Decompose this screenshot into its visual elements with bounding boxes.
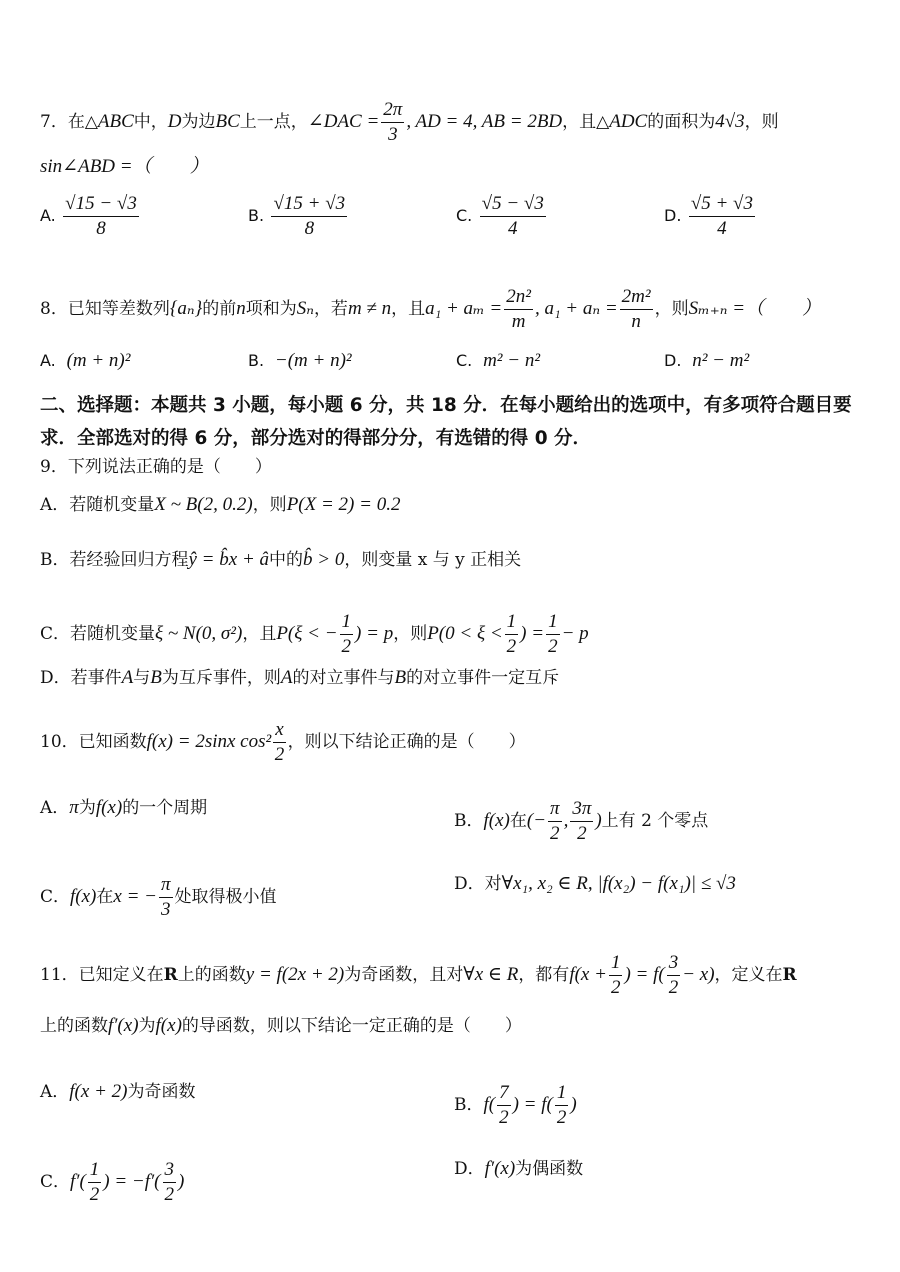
q8-option-text: −(m + n)² (274, 350, 352, 371)
q11-frac-num: 3 (163, 1158, 177, 1183)
question-9-stem: 9．下列说法正确的是（ ） (40, 457, 272, 477)
q10-option-d[interactable] (454, 873, 736, 895)
q11-three-half (163, 1158, 177, 1207)
q7-option-letter: B. (248, 206, 265, 225)
q7-option-b[interactable] (248, 192, 349, 241)
q7-option-num: √5 + √3 (689, 192, 755, 217)
q11-text: ，定义在 (714, 965, 783, 985)
q10-option-b[interactable] (454, 797, 708, 846)
q9-half-num: 1 (340, 610, 354, 635)
q7-option-letter: D. (664, 206, 682, 225)
section-2-heading: 二、选择题：本题共 3 小题，每小题 6 分，共 18 分．在每小题给出的选项中，有多项符合题目要求．全部选对的得 6 分，部分选对的得部分分，有选错的得 0 分． (40, 395, 852, 449)
q7-option-den: 8 (96, 218, 106, 239)
q11-frac-den: 2 (499, 1107, 509, 1128)
q9-half-fraction (340, 610, 354, 659)
q9-c-math: P(ξ < − (276, 623, 338, 644)
q11-text: 为奇函数，且对 (344, 965, 464, 985)
q11-text: 的导函数，则以下结论一定正确的是（ ） (181, 1016, 522, 1036)
q11-seven-half (497, 1081, 511, 1130)
q8-option-text: (m + n)² (66, 350, 131, 371)
q7-option-d[interactable] (664, 192, 757, 241)
q7-frac-num: 2π (381, 98, 404, 123)
q7-angle: ∠DAC = (307, 111, 380, 132)
q8-eq1-num: 2n² (504, 285, 533, 310)
q10-c-text: 处取得极小值 (174, 887, 277, 907)
q10-frac-den: 2 (577, 823, 587, 844)
q11-option-a[interactable] (40, 1081, 195, 1103)
q11-frac-den: 2 (556, 1107, 567, 1128)
q10-frac-den: 3 (160, 899, 171, 920)
q8-option-d[interactable] (664, 350, 749, 372)
q11-d-text: D． (454, 1159, 485, 1179)
q8-n: n (236, 298, 246, 319)
q9-option-c[interactable] (40, 610, 589, 659)
q7-option-fraction (480, 192, 546, 241)
q11-option-c[interactable] (40, 1158, 184, 1207)
q9-c-math: ) = p (355, 623, 394, 644)
q9-d-text: D．若事件 (40, 668, 122, 688)
q8-option-letter: A. (40, 351, 56, 370)
q11-frac-num: 7 (497, 1081, 511, 1106)
q11-c-math: ) (178, 1171, 185, 1192)
q11-forall: ∀x ∈ R (463, 964, 519, 985)
q10-a-math: π (69, 797, 79, 818)
q8-text: 的前 (202, 299, 237, 319)
q10-function: f(x) = 2sinx cos² (146, 731, 272, 752)
q8-option-text: n² − m² (692, 350, 750, 371)
q7-fraction (381, 98, 404, 147)
q11-b-text: B． (454, 1095, 484, 1115)
q8-eq1-den: m (511, 311, 526, 332)
q7-frac-den: 3 (388, 124, 398, 145)
q11-frac-num: 1 (609, 951, 623, 976)
q10-pi-third (159, 873, 173, 922)
question-11-stem (40, 951, 797, 1000)
q11-frac-den: 2 (89, 1184, 100, 1205)
q7-option-letter: C. (456, 206, 473, 225)
q11-c-math: ) = −f′( (103, 1171, 161, 1192)
q9-half-num: 1 (505, 610, 519, 635)
q10-text: 10．已知函数 (40, 732, 147, 752)
q7-text: ，则 (744, 112, 779, 132)
q9-half-den: 2 (548, 636, 558, 657)
q11-c-text: C． (40, 1172, 71, 1192)
q7-text: 的面积为 (647, 112, 716, 132)
q11-math: − x) (682, 964, 715, 985)
q10-c-math: x = − (113, 886, 157, 907)
q7-area: 4√3 (715, 111, 745, 132)
q10-a-text: 的一个周期 (122, 798, 208, 818)
q11-half (88, 1158, 102, 1207)
q7-text: 为边 (181, 112, 216, 132)
q9-d-math: A (121, 667, 134, 688)
q11-frac-den: 2 (668, 977, 679, 998)
q11-text: 上的函数 (177, 965, 246, 985)
q8-eq2-lhs: , a₁ + aₙ = (534, 298, 618, 319)
q11-half (609, 951, 623, 1000)
q7-option-den: 4 (717, 218, 727, 239)
q11-math: f(x) (155, 1015, 182, 1036)
q10-c-text: C． (40, 887, 71, 907)
q11-d-text: 为偶函数 (515, 1159, 584, 1179)
q11-text: 上的函数 (40, 1016, 108, 1036)
q10-text: ，则以下结论正确的是（ ） (287, 732, 526, 752)
q9-d-math: B (150, 667, 162, 688)
q10-a-math: f(x) (95, 797, 123, 818)
q7-option-fraction (689, 192, 755, 241)
q8-option-letter: B. (248, 351, 265, 370)
q7-option-num: √15 − √3 (63, 192, 139, 217)
q10-pi-half (548, 797, 562, 846)
q7-option-fraction (271, 192, 347, 241)
q8-option-letter: D. (664, 351, 682, 370)
q11-real-set: R (163, 965, 178, 985)
q7-text: 中， (133, 112, 168, 132)
q10-b-math: (− (526, 810, 547, 831)
q10-d-text: D．对 (454, 874, 502, 894)
q9-c-math: ) = (520, 623, 545, 644)
q10-option-a[interactable] (40, 797, 207, 819)
q9-b-text: 中的 (269, 550, 304, 570)
q10-option-c[interactable] (40, 873, 277, 922)
q11-stem-line2 (40, 1015, 522, 1037)
q10-frac-num: 3π (570, 797, 593, 822)
q11-frac-den: 2 (164, 1184, 175, 1205)
q9-c-math: P(0 < ξ < (427, 623, 503, 644)
q11-text: 11．已知定义在 (40, 965, 164, 985)
q8-option-text: m² − n² (483, 350, 541, 371)
q7-text: ，且△ (562, 112, 610, 132)
q8-sequence: {aₙ} (169, 298, 203, 319)
question-8-stem (40, 285, 821, 334)
q9-c-math: − p (561, 623, 589, 644)
q7-option-num: √15 + √3 (271, 192, 347, 217)
q8-eq1-fraction (504, 285, 533, 334)
q9-c-math: ξ ~ N(0, σ²) (155, 623, 243, 644)
q11-b-math: ) = f( (512, 1094, 553, 1115)
q7-option-den: 8 (304, 218, 315, 239)
q11-three-half (667, 951, 681, 1000)
q10-a-text: A． (40, 798, 70, 818)
q11-option-b[interactable] (454, 1081, 577, 1130)
q11-option-d[interactable] (454, 1158, 583, 1180)
q9-option-a[interactable] (40, 494, 400, 516)
q9-b-text: ，则变量 x 与 y 正相关 (344, 550, 522, 570)
q11-math: f′(x) (108, 1015, 139, 1036)
q7-text: 上一点， (239, 112, 308, 132)
q8-text: 8．已知等差数列 (40, 299, 170, 319)
q8-target: Sₘ₊ₙ =（ ） (688, 298, 822, 319)
q9-half-num: 1 (546, 610, 560, 635)
q7-option-num: √5 − √3 (480, 192, 546, 217)
q9-a-text: ，则 (252, 495, 287, 515)
q7-question-line: sin∠ABD =（ ） (40, 156, 209, 177)
q9-half-fraction (546, 610, 560, 659)
q9-c-text: ，则 (393, 624, 428, 644)
q9-c-text: C．若随机变量 (40, 624, 156, 644)
q11-b-math: f( (483, 1094, 496, 1115)
q7-prefix: 7．在△ (40, 112, 98, 132)
q11-half (555, 1081, 569, 1130)
q10-d-math: ∀x₁, x₂ ∈ R, |f(x₂) − f(x₁)| ≤ √3 (501, 873, 736, 894)
q8-sn: Sₙ (296, 298, 314, 319)
q11-frac-den: 2 (610, 977, 621, 998)
q9-option-b[interactable] (40, 549, 521, 571)
q8-option-letter: C. (456, 351, 473, 370)
question-7-stem (40, 98, 779, 147)
q10-frac-num: π (548, 797, 562, 822)
q7-option-den: 4 (508, 218, 518, 239)
q11-frac-num: 1 (88, 1158, 102, 1183)
q9-c-text: ，且 (242, 624, 277, 644)
q9-b-math: b̂ > 0 (303, 549, 345, 570)
q10-b-math: , (563, 810, 569, 831)
q10-frac-num: x (273, 718, 285, 743)
q10-frac-den: 2 (550, 823, 560, 844)
q9-b-math: ŷ = b̂x + â (188, 549, 270, 570)
q11-a-math: f(x + 2) (69, 1081, 128, 1102)
q11-b-math: ) (570, 1094, 577, 1115)
q9-d-math: B (394, 667, 407, 688)
q11-a-text: A． (40, 1082, 70, 1102)
q7-point-d: D (167, 111, 182, 132)
q7-triangle-adc: ADC (609, 111, 648, 132)
q9-d-text: 为互斥事件，则 (161, 668, 281, 688)
q8-option-c[interactable] (456, 350, 540, 372)
q10-b-math: f(x) (483, 810, 510, 831)
q11-d-math: f′(x) (484, 1158, 516, 1179)
q8-eq1-lhs: a₁ + aₘ = (425, 298, 503, 319)
q9-half-den: 2 (506, 636, 517, 657)
q11-frac-num: 1 (555, 1081, 569, 1106)
q8-text: ，则 (654, 299, 689, 319)
q9-a-math: P(X = 2) = 0.2 (286, 494, 401, 515)
q7-option-a[interactable] (40, 192, 141, 241)
q10-c-text: 在 (96, 887, 114, 907)
q11-real-set: R (782, 965, 797, 985)
question-10-stem (40, 718, 526, 767)
q9-option-d[interactable] (40, 667, 559, 689)
q11-text: ，都有 (518, 965, 570, 985)
q11-function: y = f(2x + 2) (245, 964, 345, 985)
q9-d-math: A (280, 667, 293, 688)
q9-b-text: B．若经验回归方程 (40, 550, 189, 570)
q8-text: 项和为 (245, 299, 297, 319)
q9-a-text: A．若随机变量 (40, 495, 155, 515)
q7-option-fraction (63, 192, 139, 241)
q10-b-text: 在 (509, 811, 527, 831)
q8-m-neq-n: m ≠ n (347, 298, 392, 319)
q10-c-math: f(x) (70, 886, 97, 907)
q8-eq2-num: 2m² (620, 285, 653, 310)
q7-conditions: , AD = 4, AB = 2BD (406, 111, 563, 132)
q9-d-text: 的对立事件一定互斥 (406, 668, 560, 688)
q8-text: ，若 (313, 299, 348, 319)
q10-fraction (273, 718, 285, 767)
q10-b-text: B． (454, 811, 484, 831)
q8-eq2-den: n (631, 311, 641, 332)
q7-option-c[interactable] (456, 192, 548, 241)
q8-text: ，且 (391, 299, 426, 319)
q11-c-math: f′( (70, 1171, 86, 1192)
q8-eq2-fraction (620, 285, 653, 334)
q7-option-letter: A. (40, 206, 56, 225)
q10-frac-den: 2 (274, 744, 285, 765)
q11-a-text: 为奇函数 (127, 1082, 196, 1102)
q9-d-text: 与 (133, 668, 151, 688)
q11-math: ) = f( (624, 964, 665, 985)
q8-option-a[interactable] (40, 350, 130, 372)
q10-a-text: 为 (78, 798, 96, 818)
q7-triangle-abc: ABC (97, 111, 134, 132)
q8-option-b[interactable] (248, 350, 352, 372)
q10-b-math: ) (595, 810, 602, 831)
q11-text: 为 (138, 1016, 156, 1036)
q11-math: f(x + (569, 964, 607, 985)
q11-frac-num: 3 (667, 951, 681, 976)
q9-half-fraction (505, 610, 519, 659)
q9-a-math: X ~ B(2, 0.2) (154, 494, 253, 515)
q7-side-bc: BC (215, 111, 240, 132)
q10-b-text: 上有 2 个零点 (601, 811, 709, 831)
q10-three-pi-half (570, 797, 593, 846)
q10-frac-num: π (159, 873, 173, 898)
q9-d-text: 的对立事件与 (292, 668, 395, 688)
q9-half-den: 2 (341, 636, 352, 657)
